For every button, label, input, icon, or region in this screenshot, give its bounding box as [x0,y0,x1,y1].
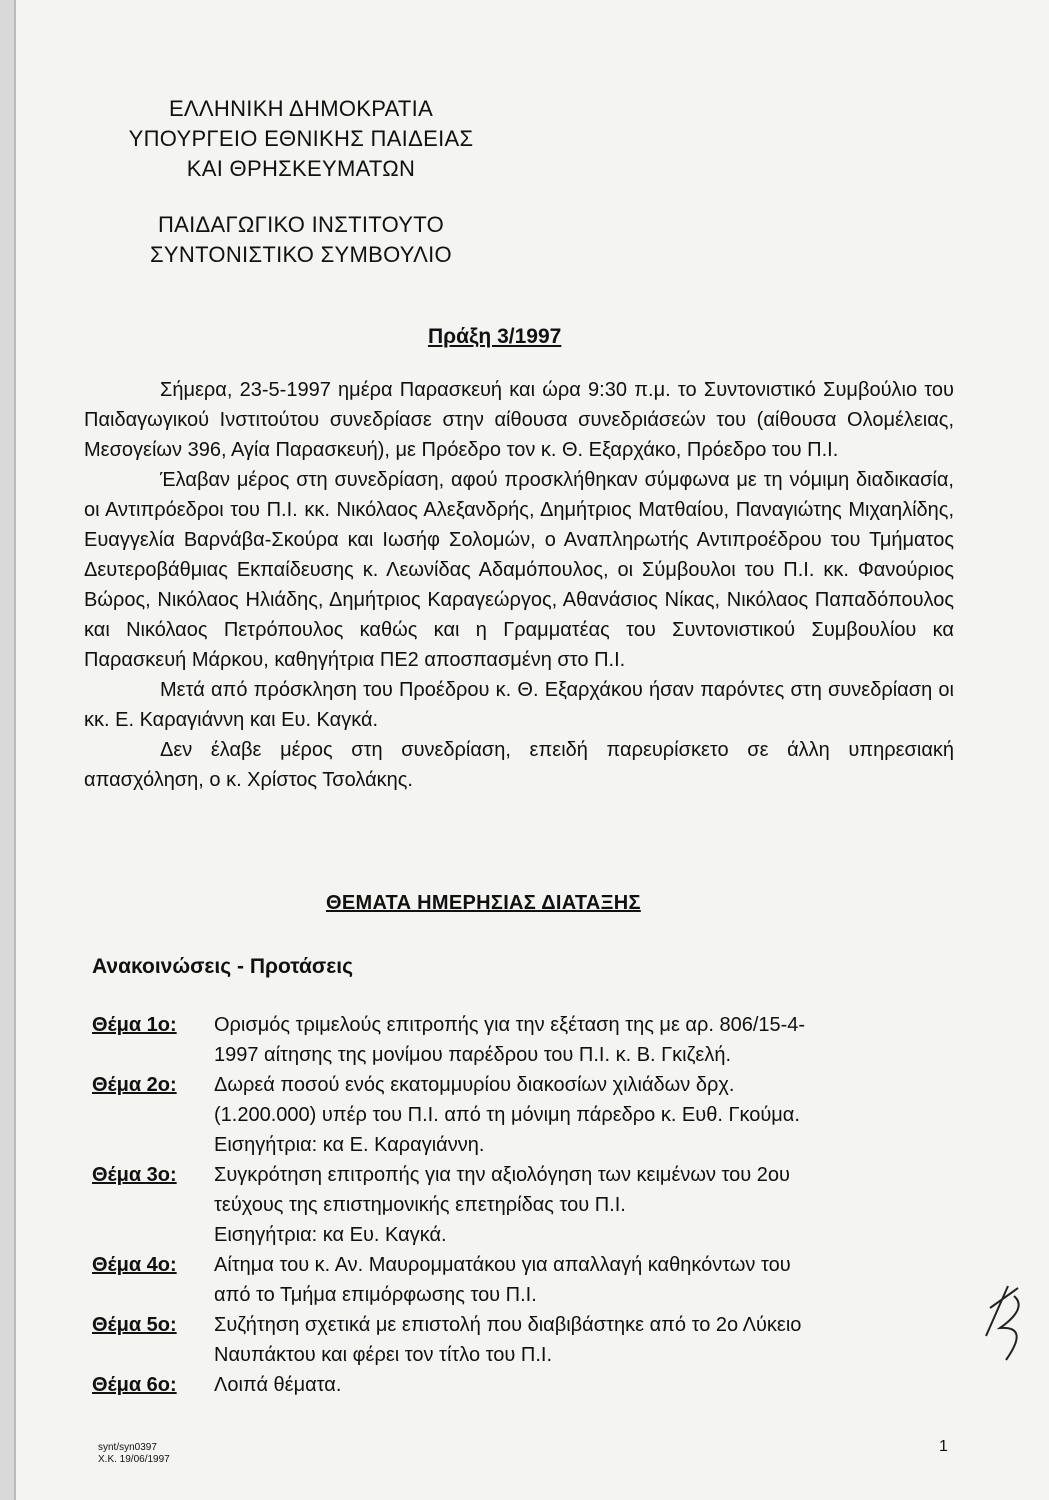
minutes-body [84,375,954,795]
paragraph: Δεν έλαβε μέρος στη συνεδρίαση, επειδή παρευρίσκετο σε άλλη υπηρεσιακή απασχόληση, ο κ. Χρίστος Τσολάκης. [84,739,954,791]
topic-line: Συγκρότηση επιτροπής για την αξιολόγηση των κειμένων του 2ου [214,1164,790,1186]
page-number: 1 [939,1438,948,1455]
topic-line: Εισηγήτρια: κα Ε. Καραγιάννη. [214,1134,485,1156]
header-line-4: ΠΑΙΔΑΓΩΓΙΚΟ ΙΝΣΤΙΤΟΥΤΟ [157,212,445,237]
file-code: synt/syn0397 [98,1442,157,1453]
topic-line: Λοιπά θέματα. [214,1374,342,1396]
topic-line: τεύχους της επιστημονικής επετηρίδας του Π.Ι. [214,1194,626,1216]
agenda-topic [92,1070,962,1160]
topic-label: Θέμα 6ο: [92,1374,177,1396]
paragraph: Μετά από πρόσκληση του Προέδρου κ. Θ. Εξαρχάκου ήσαν παρόντες στη συνεδρίαση οι κκ. Ε. Καραγιάννη και Ευ. Καγκά. [84,679,954,731]
topic-line: Ορισμός τριμελούς επιτροπής για την εξέταση της με αρ. 806/15-4- [214,1014,806,1036]
topic-line: Αίτημα του κ. Αν. Μαυρομματάκου για απαλλαγή καθηκόντων του [214,1254,791,1276]
handwritten-initials [978,1278,1038,1368]
header-line-2: ΥΠΟΥΡΓΕΙΟ ΕΘΝΙΚΗΣ ΠΑΙΔΕΙΑΣ [128,126,474,151]
file-reference [98,1442,170,1466]
institute-header [96,210,506,270]
topic-line: (1.200.000) υπέρ του Π.Ι. από τη μόνιμη πάρεδρο κ. Ευθ. Γκούμα. [214,1104,800,1126]
topic-line: από το Τμήμα επιμόρφωσης του Π.Ι. [214,1284,537,1306]
topic-line: 1997 αίτησης της μονίμου παρέδρου του Π.Ι. κ. Β. Γκιζελή. [214,1044,732,1066]
topic-label: Θέμα 1ο: [92,1014,177,1036]
paragraph: Έλαβαν μέρος στη συνεδρίαση, αφού προσκλήθηκαν σύμφωνα με τη νόμιμη διαδικασία, οι Αντιπρόεδροι του Π.Ι. κκ. Νικόλαος Αλεξανδρής, Δημήτριος Ματθαίου, Παναγιώτης Μιχαηλίδης, Ευαγγελία Βαρνάβα-Σκούρα και Ιωσήφ Σολομών, ο Αναπληρωτής Αντιπροέδρου του Τμήματος Δευτεροβάθμιας Εκπαίδευσης κ. Λεωνίδας Αδαμόπουλος, οι Σύμβουλοι του Π.Ι. κκ. Φανούριος Βώρος, Νικόλαος Ηλιάδης, Δημήτριος Καραγεώργος, Αθανάσιος Νίκας, Νικόλαος Παπαδόπουλος και Νικόλαος Πετρόπουλος καθώς και η Γραμματέας του Συντονιστικού Συμβουλίου κα Παρασκευή Μάρκου, καθηγήτρια ΠΕ2 αποσπασμένη στο Π.Ι. [84,469,954,671]
paragraph: Σήμερα, 23-5-1997 ημέρα Παρασκευή και ώρα 9:30 π.μ. το Συντονιστικό Συμβούλιο του Παιδαγωγικού Ινστιτούτου συνεδρίασε στην αίθουσα συνεδριάσεών του (αίθουσα Ολομέλειας, Μεσογείων 396, Αγία Παρασκευή), με Πρόεδρο τον κ. Θ. Εξαρχάκο, Πρόεδρο του Π.Ι. [84,379,954,461]
agenda-topic [92,1250,962,1310]
agenda-topic [92,1160,962,1250]
announcements-heading: Ανακοινώσεις - Προτάσεις [92,955,354,978]
header-line-5: ΣΥΝΤΟΝΙΣΤΙΚΟ ΣΥΜΒΟΥΛΙΟ [150,242,452,267]
topic-label: Θέμα 2ο: [92,1074,177,1096]
topic-label: Θέμα 4ο: [92,1254,177,1276]
topic-line: Εισηγήτρια: κα Ευ. Καγκά. [214,1224,447,1246]
agenda-topics [92,1010,962,1400]
document-page [14,0,1049,1500]
topic-label: Θέμα 3ο: [92,1164,177,1186]
topic-line: Συζήτηση σχετικά με επιστολή που διαβιβάστηκε από το 2ο Λύκειο [214,1314,802,1336]
topic-line: Ναυπάκτου και φέρει τον τίτλο του Π.Ι. [214,1344,553,1366]
ministry-header [96,94,506,184]
document-title: Πράξη 3/1997 [428,325,562,348]
initials-date: Χ.Κ. 19/06/1997 [98,1454,170,1465]
agenda-title: ΘΕΜΑΤΑ ΗΜΕΡΗΣΙΑΣ ΔΙΑΤΑΞΗΣ [326,892,641,914]
header-line-3: ΚΑΙ ΘΡΗΣΚΕΥΜΑΤΩΝ [186,156,416,181]
agenda-topic [92,1310,962,1370]
topic-line: Δωρεά ποσού ενός εκατομμυρίου διακοσίων χιλιάδων δρχ. [214,1074,735,1096]
topic-label: Θέμα 5ο: [92,1314,177,1336]
agenda-topic [92,1010,962,1070]
agenda-topic [92,1370,962,1400]
header-line-1: ΕΛΛΗΝΙΚΗ ΔΗΜΟΚΡΑΤΙΑ [168,96,434,121]
